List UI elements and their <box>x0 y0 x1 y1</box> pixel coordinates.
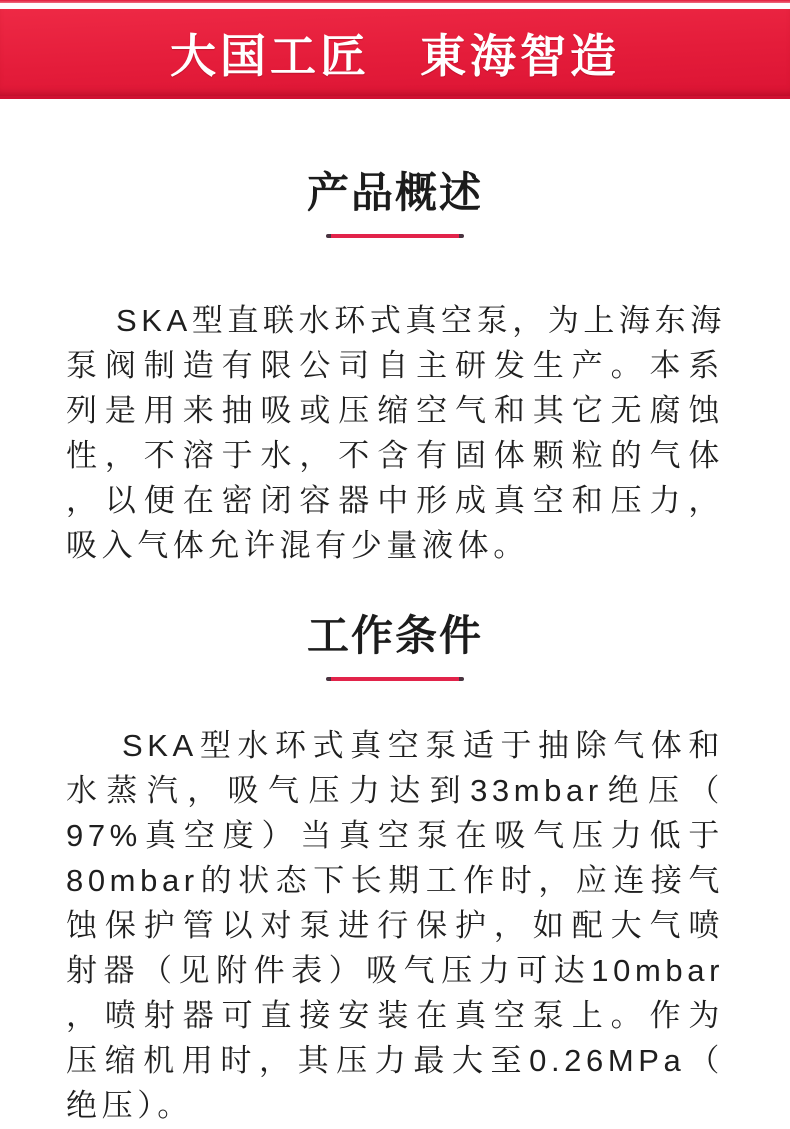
section-heading-product-overview: 产品概述 <box>306 169 483 216</box>
paragraph-line: 列是用来抽吸或压缩空气和其它无腐蚀 <box>66 393 724 428</box>
paragraph-line: ，以便在密闭容器中形成真空和压力， <box>66 483 724 518</box>
paragraph-line: 射器（见附件表）吸气压力可达10mbar <box>66 953 724 988</box>
paragraph-line: 泵阀制造有限公司自主研发生产。本系 <box>66 348 724 383</box>
paragraph-line: 吸入气体允许混有少量液体。 <box>66 528 529 563</box>
paragraph-working-conditions <box>66 723 724 1128</box>
paragraph-line: 蚀保护管以对泵进行保护，如配大气喷 <box>66 908 724 943</box>
paragraph-line: 97%真空度）当真空泵在吸气压力低于 <box>66 818 724 853</box>
paragraph-line: 性，不溶于水，不含有固体颗粒的气体 <box>66 438 724 473</box>
paragraph-product-overview <box>66 298 724 568</box>
heading-underline <box>326 677 464 681</box>
paragraph-line: 绝压）。 <box>66 1088 193 1123</box>
brand-banner <box>0 9 790 99</box>
paragraph-line: 80mbar的状态下长期工作时，应连接气 <box>66 863 724 898</box>
paragraph-line: 压缩机用时，其压力最大至0.26MPa（ <box>66 1043 724 1078</box>
paragraph-line: SKA型直联水环式真空泵，为上海东海 <box>116 303 726 338</box>
heading-underline <box>326 234 464 238</box>
paragraph-line: 水蒸汽，吸气压力达到33mbar绝压（ <box>66 773 724 808</box>
paragraph-line: ，喷射器可直接安装在真空泵上。作为 <box>66 998 724 1033</box>
paragraph-line: SKA型水环式真空泵适于抽除气体和 <box>122 728 724 763</box>
brand-banner-title: 大国工匠 東海智造 <box>170 29 620 82</box>
section-heading-working-conditions: 工作条件 <box>306 612 483 659</box>
